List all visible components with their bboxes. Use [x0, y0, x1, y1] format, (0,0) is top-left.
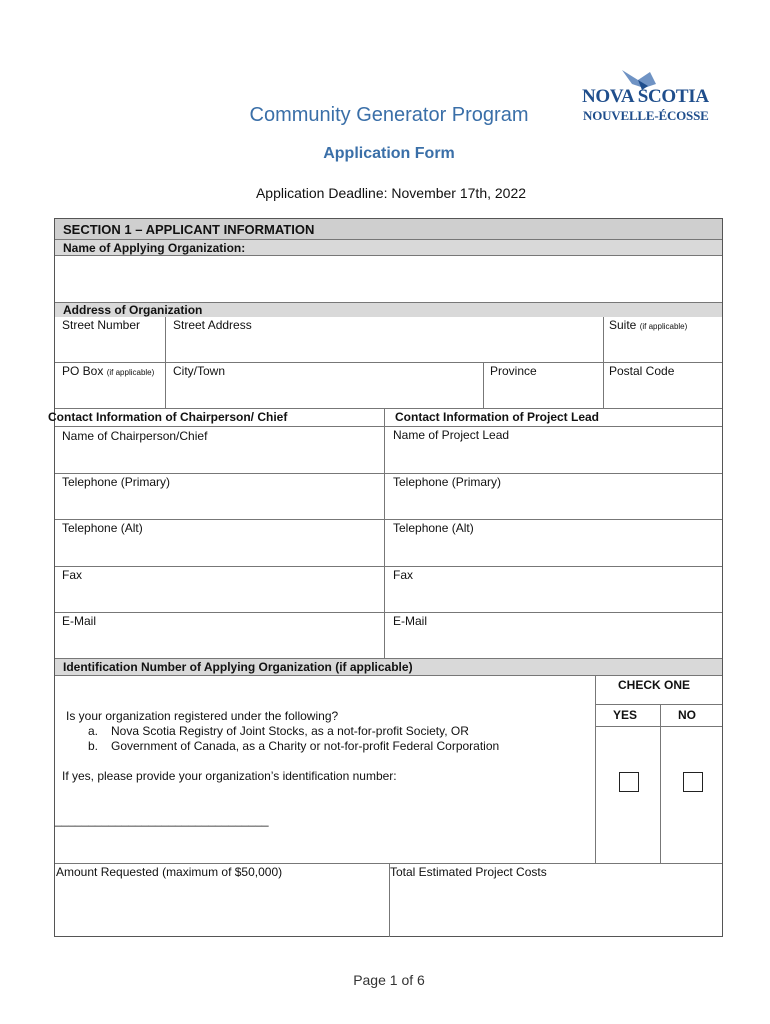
address-label: Address of Organization	[63, 303, 203, 317]
identification-number-line[interactable]: ________________________________	[55, 813, 269, 827]
option-a-text: Nova Scotia Registry of Joint Stocks, as a not-for-profit Society, OR	[111, 724, 469, 738]
registration-question: Is your organization registered under the following?	[66, 709, 339, 723]
logo-wordmark: NOVA SCOTIA	[582, 86, 709, 107]
lead-contact-header: Contact Information of Project Lead	[395, 410, 600, 424]
org-name-label: Name of Applying Organization:	[63, 241, 246, 255]
option-b-text: Government of Canada, as a Charity or not-for-profit Federal Corporation	[111, 739, 500, 753]
province-label: Province	[490, 364, 537, 378]
chair-fax-label: Fax	[62, 568, 83, 582]
no-column-label: NO	[678, 708, 696, 722]
lead-email-label: E-Mail	[393, 614, 428, 628]
program-title: Community Generator Program	[249, 104, 529, 126]
no-checkbox[interactable]	[683, 772, 703, 792]
city-town-label: City/Town	[173, 364, 226, 378]
identification-header: Identification Number of Applying Organization (if applicable)	[63, 660, 413, 674]
lead-name-label: Name of Project Lead	[393, 428, 510, 442]
street-address-label: Street Address	[173, 318, 252, 332]
form-title: Application Form	[323, 145, 455, 162]
option-b-marker: b.	[88, 739, 99, 753]
lead-tel-primary-label: Telephone (Primary)	[393, 475, 502, 489]
identification-number-prompt: If yes, please provide your organization’s identification number:	[62, 769, 397, 783]
lead-tel-alt-label: Telephone (Alt)	[393, 521, 474, 535]
yes-checkbox[interactable]	[619, 772, 639, 792]
chair-tel-primary-label: Telephone (Primary)	[62, 475, 171, 489]
chair-email-label: E-Mail	[62, 614, 97, 628]
section-title: SECTION 1 – APPLICANT INFORMATION	[63, 222, 315, 237]
street-number-label: Street Number	[62, 318, 141, 332]
chair-name-label: Name of Chairperson/Chief	[62, 429, 208, 443]
org-name-field[interactable]	[56, 256, 722, 302]
application-form-table	[48, 218, 723, 937]
po-box-label: PO Box (if applicable)	[62, 364, 155, 378]
application-deadline: Application Deadline: November 17th, 2022	[255, 185, 527, 201]
total-costs-label: Total Estimated Project Costs	[390, 865, 547, 879]
chair-contact-header: Contact Information of Chairperson/ Chief	[48, 410, 288, 424]
suite-label: Suite (if applicable)	[609, 318, 688, 332]
check-one-label: CHECK ONE	[618, 678, 691, 692]
postal-code-label: Postal Code	[609, 364, 675, 378]
amount-requested-label: Amount Requested (maximum of $50,000)	[56, 865, 283, 879]
chair-tel-alt-label: Telephone (Alt)	[62, 521, 143, 535]
lead-fax-label: Fax	[393, 568, 414, 582]
logo-wordmark-fr: NOUVELLE-ÉCOSSE	[583, 108, 709, 123]
page-number: Page 1 of 6	[353, 972, 425, 988]
option-a-marker: a.	[88, 724, 99, 738]
yes-column-label: YES	[613, 708, 638, 722]
